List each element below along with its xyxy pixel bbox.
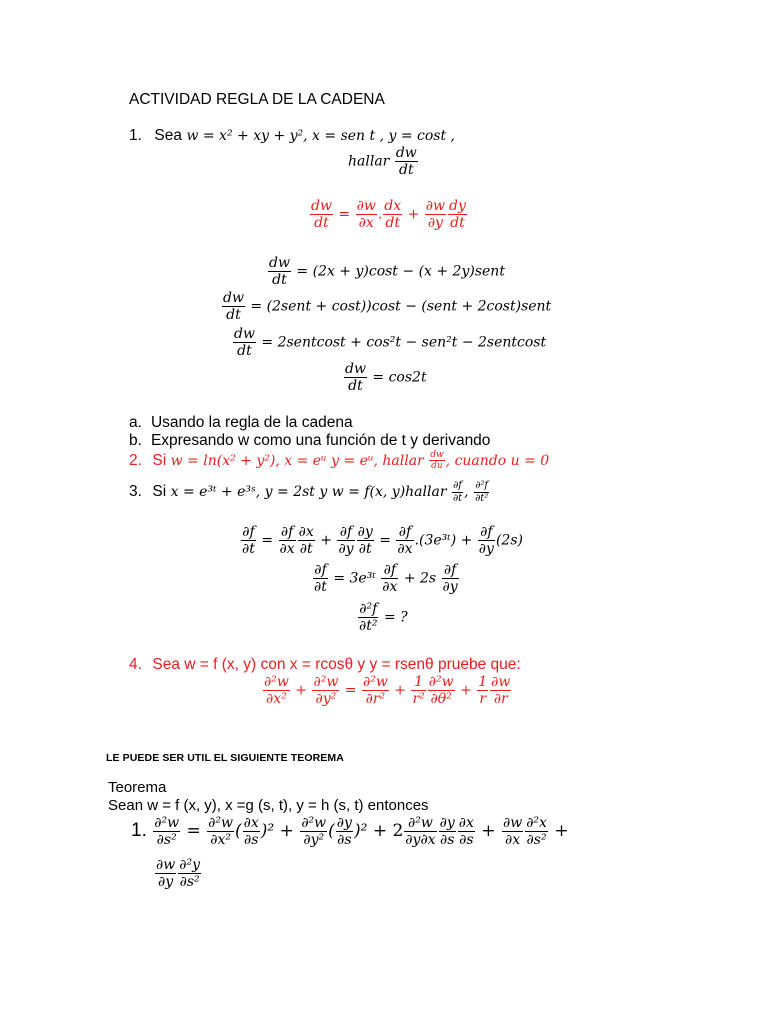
partial-w-x: $\frac{\partial w}{\partial x}$	[356, 198, 376, 232]
problem-2: 2. Si w = ln(x² + y²), x = eᵘ y = eᵘ, hallar $\frac{dw}{du}$ , cuando u = 0	[129, 450, 550, 472]
theorem-formula-line-1: 1. $\frac{\text{∂²w}}{\text{∂s²}}$ = $\frac{\text{∂²w}}{\text{∂x²}}$ ( $\frac{\partial x}{\partial s}$ )² + $\frac{\text{∂²w}}{\text{∂y²}}$ ( $\frac{\partial y}{\partial s}$ )² + 2 $\frac{\text{∂²w}}{\partial y\partial x}$ $\frac{\partial y}{\partial s}$ $\frac{\partial x}{\partial s}$ + $\frac{\partial w}{\partial x}$ $\frac{\text{∂²x}}{\text{∂s²}}$ +	[131, 815, 569, 849]
step-1: $\frac{dw}{dt}$ = (2x + y)cost − (x + 2y)sent	[269, 255, 505, 289]
list-item-a: a. Usando la regla de la cadena	[129, 414, 353, 431]
list-item-b: b. Expresando w como una función de t y derivando	[129, 432, 491, 449]
hint-heading: LE PUEDE SER UTIL EL SIGUIENTE TEOREMA	[106, 752, 344, 764]
dw-dt-fraction: $\frac{dw}{dt}$	[395, 145, 417, 179]
problem-4: 4. Sea w = f (x, y) con x = rcosθ y y = rsenθ pruebe que:	[129, 656, 521, 673]
dy-dt: $\frac{dy}{dt}$	[449, 198, 466, 232]
problem-3-work-line-3: $\frac{\text{∂²f}}{\text{∂t²}}$ = ?	[359, 601, 408, 635]
theorem-formula-line-2: $\frac{\partial w}{\partial y}$ $\frac{\text{∂²y}}{\text{∂s²}}$	[156, 857, 200, 891]
theorem-heading: Teorema	[108, 779, 167, 796]
problem-1	[129, 127, 455, 145]
problem-1-hallar	[348, 145, 419, 178]
document-title: ACTIVIDAD REGLA DE LA CADENA	[129, 91, 385, 108]
problem-1-sea: Sea	[154, 127, 182, 144]
equals-sign: =	[338, 206, 351, 223]
problem-3: 3. Si x = e³ᵗ + e³ˢ, y = 2st y w = f(x, y)hallar $\frac{\partial f}{\partial t}$ , $\frac{\text{∂²f}}{\text{∂t²}}$	[129, 480, 489, 504]
problem-1-number: 1.	[129, 127, 142, 144]
problem-3-work-line-1: $\frac{\partial f}{\partial t}$ = $\frac{\partial f}{\partial x}$ $\frac{\partial x}{\partial t}$ + $\frac{\partial f}{\partial y}$ $\frac{\partial y}{\partial t}$ = $\frac{\partial f}{\partial x}$ .(3e³ᵗ) + $\frac{\partial f}{\partial y}$ (2s)	[242, 524, 523, 558]
step-4: $\frac{dw}{dt}$ = cos2t	[345, 361, 427, 395]
theorem-statement: Sean w = f (x, y), x =g (s, t), y = h (s, t) entonces	[108, 797, 429, 814]
step-2: $\frac{dw}{dt}$ = (2sent + cost))cost − (sent + 2cost)sent	[223, 290, 552, 324]
problem-3-work-line-2: $\frac{\partial f}{\partial t}$ = 3e³ᵗ $\frac{\partial f}{\partial x}$ + 2s $\frac{\partial f}{\partial y}$	[314, 562, 458, 596]
dx-dt: $\frac{dx}{dt}$	[384, 198, 402, 232]
hallar-label: hallar	[348, 153, 390, 170]
problem-1-definition: w = x² + xy + y², x = sen t , y = cost ,	[186, 128, 456, 144]
dw-dt: $\frac{dw}{dt}$	[311, 198, 332, 232]
step-3: $\frac{dw}{dt}$ = 2sentcost + cos²t − sen²t − 2sentcost	[234, 326, 547, 360]
problem-4-laplacian: $\frac{\text{∂²w}}{\text{∂x²}}$ + $\frac{\text{∂²w}}{\text{∂y²}}$ = $\frac{\text{∂²w}}{\text{∂r²}}$ + $\frac{1}{\text{r²}}$ $\frac{\text{∂²w}}{\text{∂θ²}}$ + $\frac{1}{r}$ $\frac{\partial w}{\partial r}$	[264, 674, 511, 708]
partial-w-y: $\frac{\partial w}{\partial y}$	[425, 198, 446, 232]
chain-rule-formula: $\frac{dw}{dt}$ = $\frac{\partial w}{\partial x}$ . $\frac{dx}{dt}$ + $\frac{\partial w}{\partial y}$ $\frac{dy}{dt}$	[311, 198, 466, 232]
